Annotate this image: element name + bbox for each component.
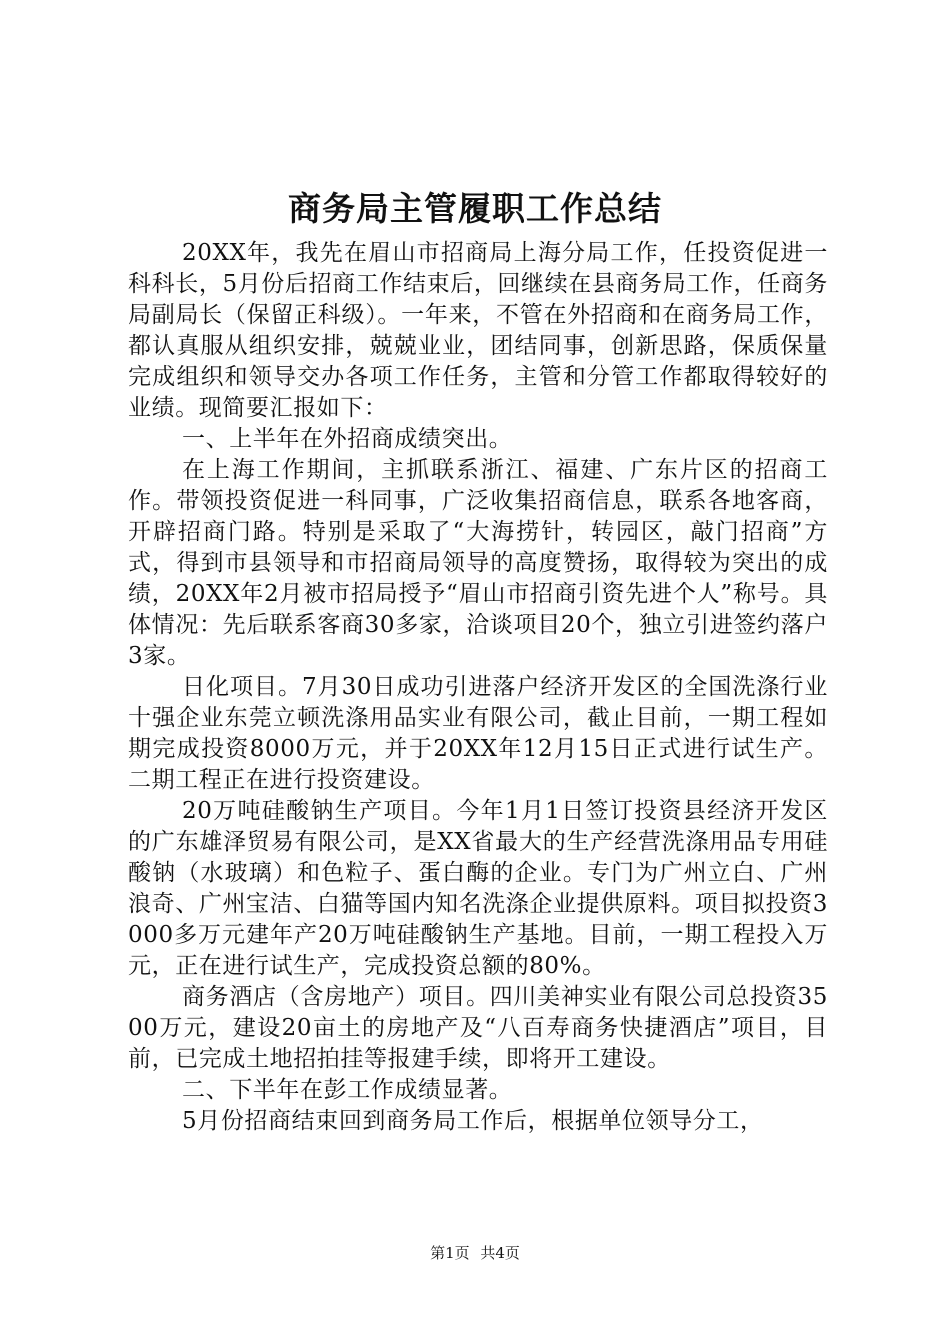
paragraph-business-hotel-project: 商务酒店（含房地产）项目。四川美神实业有限公司总投资3500万元，建设20亩土的房地产及“八百寿商务快捷酒店”项目，目前，已完成土地招拍挂等报建手续，即将开工建设。: [128, 984, 828, 1072]
paragraph-second-half: 5月份招商结束回到商务局工作后，根据单位领导分工，: [182, 1108, 764, 1134]
paragraph-daily-chemical-project: 日化项目。7月30日成功引进落户经济开发区的全国洗涤行业十强企业东莞立顿洗涤用品实业有限公司，截止目前，一期工程如期完成投资8000万元，并于20XX年12月15日正式进行试生产。二期工程正在进行投资建设。: [128, 674, 828, 793]
document-body: [128, 238, 828, 1137]
section-heading-2: 二、下半年在彭工作成绩显著。: [182, 1077, 513, 1103]
paragraph-intro: 20XX年，我先在眉山市招商局上海分局工作，任投资促进一科科长，5月份后招商工作结束后，回继续在县商务局工作，任商务局副局长（保留正科级）。一年来，不管在外招商和在商务局工作，都认真服从组织安排，兢兢业业，团结同事，创新思路，保质保量完成组织和领导交办各项工作任务，主管和分管工作都取得较好的业绩。现简要汇报如下：: [128, 240, 828, 421]
page-footer: [0, 1243, 950, 1263]
paragraph-sodium-silicate-project: 20万吨硅酸钠生产项目。今年1月1日签订投资县经济开发区的广东雄泽贸易有限公司，是XX省最大的生产经营洗涤用品专用硅酸钠（水玻璃）和色粒子、蛋白酶的企业。专门为广州立白、广州浪奇、广州宝洁、白猫等国内知名洗涤企业提供原料。项目拟投资3000多万元建年产20万吨硅酸钠生产基地。目前，一期工程投入万元，正在进行试生产，完成投资总额的80%。: [128, 798, 828, 979]
section-heading-1: 一、上半年在外招商成绩突出。: [182, 426, 513, 452]
paragraph-shanghai-work: 在上海工作期间，主抓联系浙江、福建、广东片区的招商工作。带领投资促进一科同事，广泛收集招商信息，联系各地客商，开辟招商门路。特别是采取了“大海捞针，转园区，敲门招商”方式，得到市县领导和市招商局领导的高度赞扬，取得较为突出的成绩，20XX年2月被市招局授予“眉山市招商引资先进个人”称号。具体情况：先后联系客商30多家，洽谈项目20个，独立引进签约落户3家。: [128, 457, 828, 669]
page-number-current: 第1页: [430, 1244, 470, 1262]
document-title: 商务局主管履职工作总结: [288, 189, 662, 228]
page-number-total: 共4页: [480, 1244, 520, 1262]
